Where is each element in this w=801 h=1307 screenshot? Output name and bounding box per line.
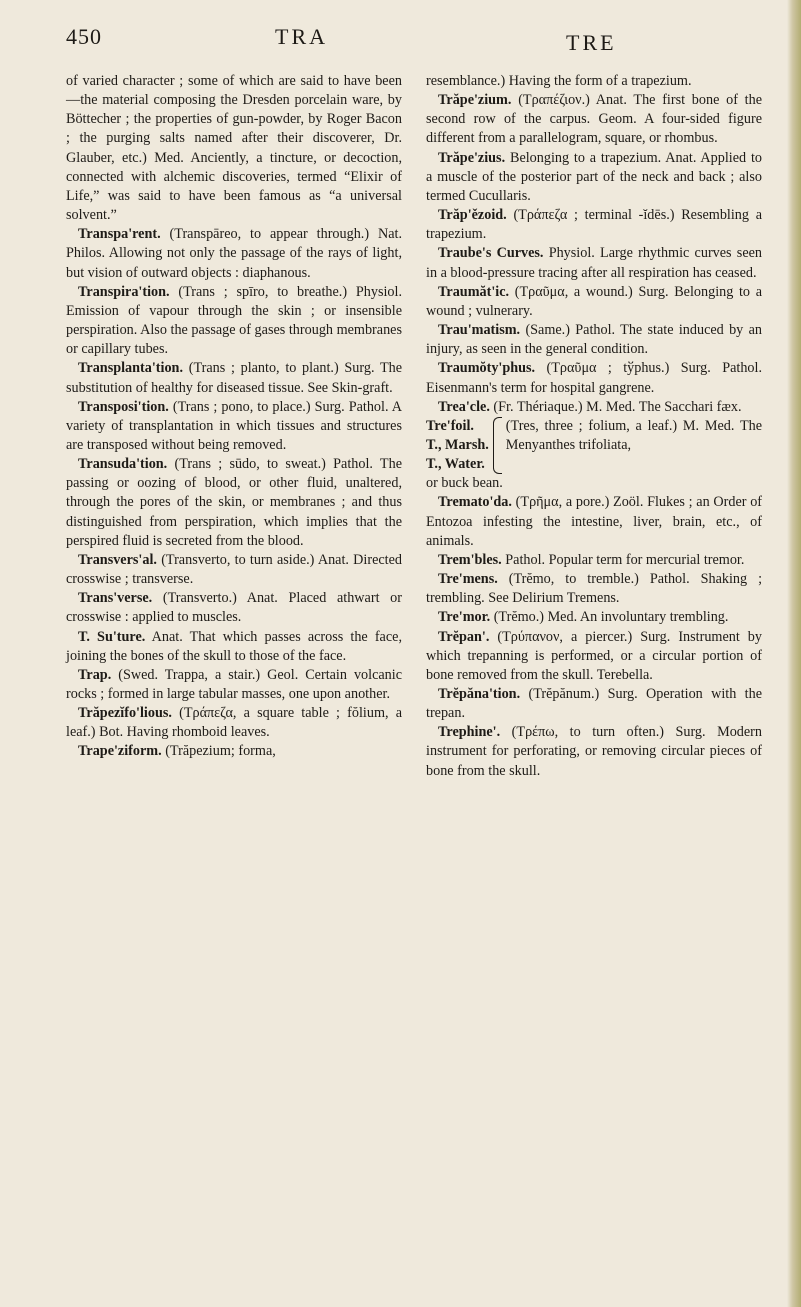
headword: Tre'mens. [438, 571, 498, 588]
definition-text: (Trans ; spīro, to breathe.) Physiol. Emission of vapour through the skin ; or insensible perspiration. Also the passage of gases through membranes or capillary tubes. [66, 283, 402, 358]
dictionary-entry [426, 628, 762, 685]
dictionary-entry [66, 628, 402, 666]
headword: Trau'matism. [438, 322, 521, 339]
dictionary-entry [66, 398, 402, 455]
definition-text: (Τραῦμα, a wound.) Surg. Belonging to a wound ; vulnerary. [426, 283, 762, 319]
definition-text: Pathol. Popular term for mercurial tremor. [505, 551, 745, 568]
right-column [426, 72, 762, 781]
headword: Transuda'tion. [78, 456, 168, 473]
definition-text: (Trăpezium; forma, [165, 743, 276, 760]
definition-text: (Τρῆμα, a pore.) Zoöl. Flukes ; an Order of Entozoa infesting the intestine, liver, brain, etc., of animals. [426, 494, 763, 549]
dictionary-entry [426, 608, 762, 627]
dictionary-entry [426, 570, 762, 608]
definition-text: (Trans ; sūdo, to sweat.) Pathol. The passing or oozing of blood, or other fluid, unaltered, through the pores of the skin, or membranes ; and thus distinguished from perspiration, which implies that the perspired fluid is secreted from the blood. [66, 456, 402, 549]
definition-text: (Τραπέζιον.) Anat. The first bone of the second row of the carpus. Geom. A four-sided figure different from a parallelogram, square, or rhombus. [426, 92, 763, 147]
definition-text: Anat. That which passes across the face, joining the bones of the skull to those of the face. [66, 628, 402, 664]
definition-text: (Transverto, to turn aside.) Anat. Directed crosswise ; transverse. [66, 551, 403, 588]
dictionary-entry [426, 244, 762, 282]
definition-text: (Τρέπω, to turn often.) Surg. Modern instrument for perforating, or removing circular pieces of bone from the skull. [426, 724, 762, 779]
definition-text: (Τράπεζα ; terminal -ĭdēs.) Resembling a trapezium. [426, 207, 763, 243]
headword: Trăpezĭfo'lious. [78, 705, 172, 722]
definition-text: Physiol. Large rhythmic curves seen in a blood-pressure tracing after all respiration has ceased. [426, 245, 763, 281]
definition-text: (Trans ; planto, to plant.) Surg. The substitution of healthy for diseased tissue. See Skin-graft. [66, 360, 402, 396]
headword: Trăpe'zius. [438, 149, 506, 166]
definition-text: (Τρύπανον, a piercer.) Surg. Instrument by which trepanning is performed, or a circular portion of bone removed from the skull. Terebella. [426, 628, 762, 683]
headword: Trephine'. [438, 724, 501, 741]
headword: Trĕpăna'tion. [438, 686, 521, 702]
definition-text: (Swed. Trappa, a stair.) Geol. Certain volcanic rocks ; formed in large tabular masses, one upon another. [66, 666, 403, 702]
entry-group [426, 417, 762, 494]
headword: Traumăt'ic. [438, 283, 510, 300]
dictionary-entry [426, 72, 762, 91]
dictionary-entry [426, 206, 762, 244]
group-headwords [426, 417, 489, 474]
definition-text: (Trans ; pono, to place.) Surg. Pathol. A variety of transplantation in which tissues and structures are transposed without being removed. [66, 398, 402, 453]
dictionary-entry [66, 551, 402, 589]
headword: Traumŏty'phus. [438, 360, 536, 377]
dictionary-entry [426, 398, 762, 417]
dictionary-entry [66, 283, 402, 360]
dictionary-entry [66, 72, 402, 225]
definition-text: (Τράπεζα, a square table ; fŏlium, a leaf.) Bot. Having rhomboid leaves. [66, 705, 402, 741]
group-definition: (Tres, three ; folium, a leaf.) M. Med. The Menyanthes trifoliata, [505, 417, 762, 453]
left-guide-word: TRA [275, 24, 328, 49]
right-guide-word: TRE [566, 30, 617, 55]
headword: Tremato'da. [438, 494, 512, 511]
headword: Transpira'tion. [78, 283, 170, 300]
definition-text: (Transpāreo, to appear through.) Nat. Philos. Allowing not only the passage of the rays of light, but vision of outward objects : diaphanous. [66, 226, 403, 281]
group-definition-tail: or buck bean. [426, 475, 503, 492]
left-column [66, 72, 402, 762]
dictionary-entry [66, 455, 402, 551]
dictionary-entry [66, 704, 402, 742]
headword: Tre'foil. [426, 417, 474, 434]
headword: T., Water. [426, 456, 485, 473]
headword: Transposi'tion. [78, 398, 169, 415]
dictionary-entry [426, 493, 762, 550]
headword: T. Su'ture. [78, 628, 146, 645]
headword: Traube's Curves. [438, 245, 544, 262]
definition-text: (Trĕpănum.) Surg. Operation with the trepan. [426, 686, 762, 722]
definition-text: resemblance.) Having the form of a trapezium. [426, 73, 692, 89]
page-edge [787, 0, 801, 1307]
headword: Trem'bles. [438, 551, 502, 568]
dictionary-entry [426, 685, 762, 723]
dictionary-entry [426, 283, 762, 321]
headword: Trans'verse. [78, 590, 153, 607]
dictionary-entry [66, 225, 402, 282]
headword: Trea'cle. [438, 398, 490, 415]
page-number: 450 [66, 24, 102, 49]
dictionary-entry [426, 723, 762, 780]
headword: Transvers'al. [78, 551, 157, 568]
headword: Trĕpan'. [438, 628, 490, 645]
dictionary-entry [426, 551, 762, 570]
headword: Trap. [78, 666, 112, 683]
definition-text: (Trĕmo.) Med. An involuntary trembling. [493, 609, 729, 626]
definition-text: (Same.) Pathol. The state induced by an injury, as seen in the general condition. [426, 322, 762, 358]
definition-text: (Transverto.) Anat. Placed athwart or crosswise : applied to muscles. [66, 590, 402, 626]
headword: T., Marsh. [426, 436, 489, 453]
headword: Transplanta'tion. [78, 360, 183, 377]
definition-text: (Trĕmo, to tremble.) Pathol. Shaking ; trembling. See Delirium Tremens. [426, 571, 763, 607]
dictionary-entry [66, 589, 402, 627]
headword: Trape'ziform. [78, 743, 162, 760]
brace-mark [493, 417, 502, 474]
dictionary-entry [66, 666, 402, 704]
dictionary-entry [426, 321, 762, 359]
headword: Trăp'ězoid. [438, 207, 507, 224]
dictionary-entry [426, 149, 762, 206]
definition-text: (Τραῦμα ; tўphus.) Surg. Pathol. Eisenmann's term for hospital gangrene. [426, 360, 763, 396]
headword: Tre'mor. [438, 609, 491, 626]
headword: Transpa'rent. [78, 226, 161, 243]
dictionary-entry [426, 359, 762, 397]
headword: Trăpe'zium. [438, 92, 512, 109]
dictionary-entry [426, 91, 762, 148]
definition-text: Belonging to a trapezium. Anat. Applied to a muscle of the posterior part of the neck and back ; also termed Cucullaris. [426, 149, 763, 204]
definition-text: (Fr. Thériaque.) M. Med. The Sacchari fæx. [493, 398, 742, 415]
dictionary-entry [66, 359, 402, 397]
definition-text: of varied character ; some of which are said to have been—the material composing the Dresden porcelain ware, by Böttecher ; the properties of gun-powder, by Roger Bacon ; the purging salts named after their discoverer, Dr. Glauber, etc.) Med. Anciently, a tincture, or decoction, connected with alchemic discoveries, termed “Elixir of Life,” was said to have been famous as “a universal solvent.” [66, 73, 402, 224]
dictionary-entry [66, 742, 402, 761]
running-header [0, 24, 801, 64]
